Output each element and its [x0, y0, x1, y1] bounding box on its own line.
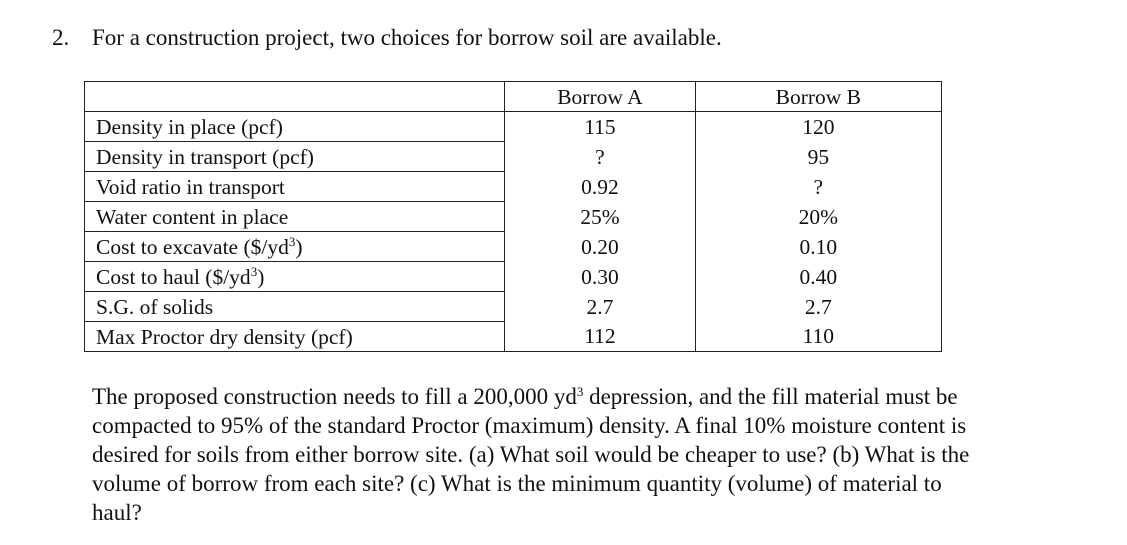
borrow-a-value: 0.20 [505, 232, 695, 262]
property-label-text: Cost to excavate ($/yd [96, 234, 289, 259]
borrow-b-value: 2.7 [695, 292, 941, 322]
table-row [85, 322, 942, 352]
property-label [85, 262, 505, 292]
borrow-b-value: ? [695, 172, 941, 202]
property-label: Max Proctor dry density (pcf) [85, 322, 505, 352]
table-row [85, 202, 942, 232]
header-property [85, 82, 505, 112]
table-row [85, 112, 942, 142]
borrow-a-value: 112 [505, 322, 695, 352]
table-row [85, 262, 942, 292]
table-row [85, 232, 942, 262]
borrow-a-value: 25% [505, 202, 695, 232]
table-row [85, 172, 942, 202]
property-label-close: ) [295, 234, 303, 259]
borrow-a-value: 0.30 [505, 262, 695, 292]
table-header-row [85, 82, 942, 112]
property-label: Void ratio in transport [85, 172, 505, 202]
property-label: Density in transport (pcf) [85, 142, 505, 172]
borrow-a-value: 115 [505, 112, 695, 142]
borrow-b-value: 110 [695, 322, 941, 352]
borrow-a-value: 2.7 [505, 292, 695, 322]
paragraph-text-rest: depression, and the fill material must be compacted to 95% of the standard Proctor (maximum) density. A final 10% moisture content is desired for soils from either borrow site. (a) What soil would be cheaper to use? (b) What is the volume of borrow from each site? (c) What is the minimum quantity (volume) of material to haul? [92, 384, 970, 525]
property-label: Density in place (pcf) [85, 112, 505, 142]
cubic-superscript: 3 [288, 233, 296, 249]
borrow-b-value: 0.40 [695, 262, 941, 292]
property-label-close: ) [257, 264, 265, 289]
header-borrow-a: Borrow A [505, 82, 695, 112]
problem-heading [52, 22, 722, 54]
borrow-soil-table [84, 81, 942, 352]
property-label [85, 232, 505, 262]
borrow-b-value: 120 [695, 112, 941, 142]
property-label-text: Cost to haul ($/yd [96, 264, 251, 289]
property-label: S.G. of solids [85, 292, 505, 322]
paragraph-cubic-superscript: 3 [576, 384, 584, 399]
paragraph-text-start: The proposed construction needs to fill a 200,000 yd [92, 384, 577, 409]
problem-number: 2. [52, 25, 70, 50]
problem-statement: For a construction project, two choices for borrow soil are available. [92, 25, 722, 50]
borrow-a-value: 0.92 [505, 172, 695, 202]
cubic-superscript: 3 [250, 263, 258, 279]
borrow-b-value: 0.10 [695, 232, 941, 262]
header-borrow-b: Borrow B [695, 82, 941, 112]
borrow-b-value: 95 [695, 142, 941, 172]
borrow-b-value: 20% [695, 202, 941, 232]
property-label: Water content in place [85, 202, 505, 232]
table-row [85, 292, 942, 322]
problem-paragraph [92, 382, 972, 527]
table-row [85, 142, 942, 172]
borrow-a-value: ? [505, 142, 695, 172]
